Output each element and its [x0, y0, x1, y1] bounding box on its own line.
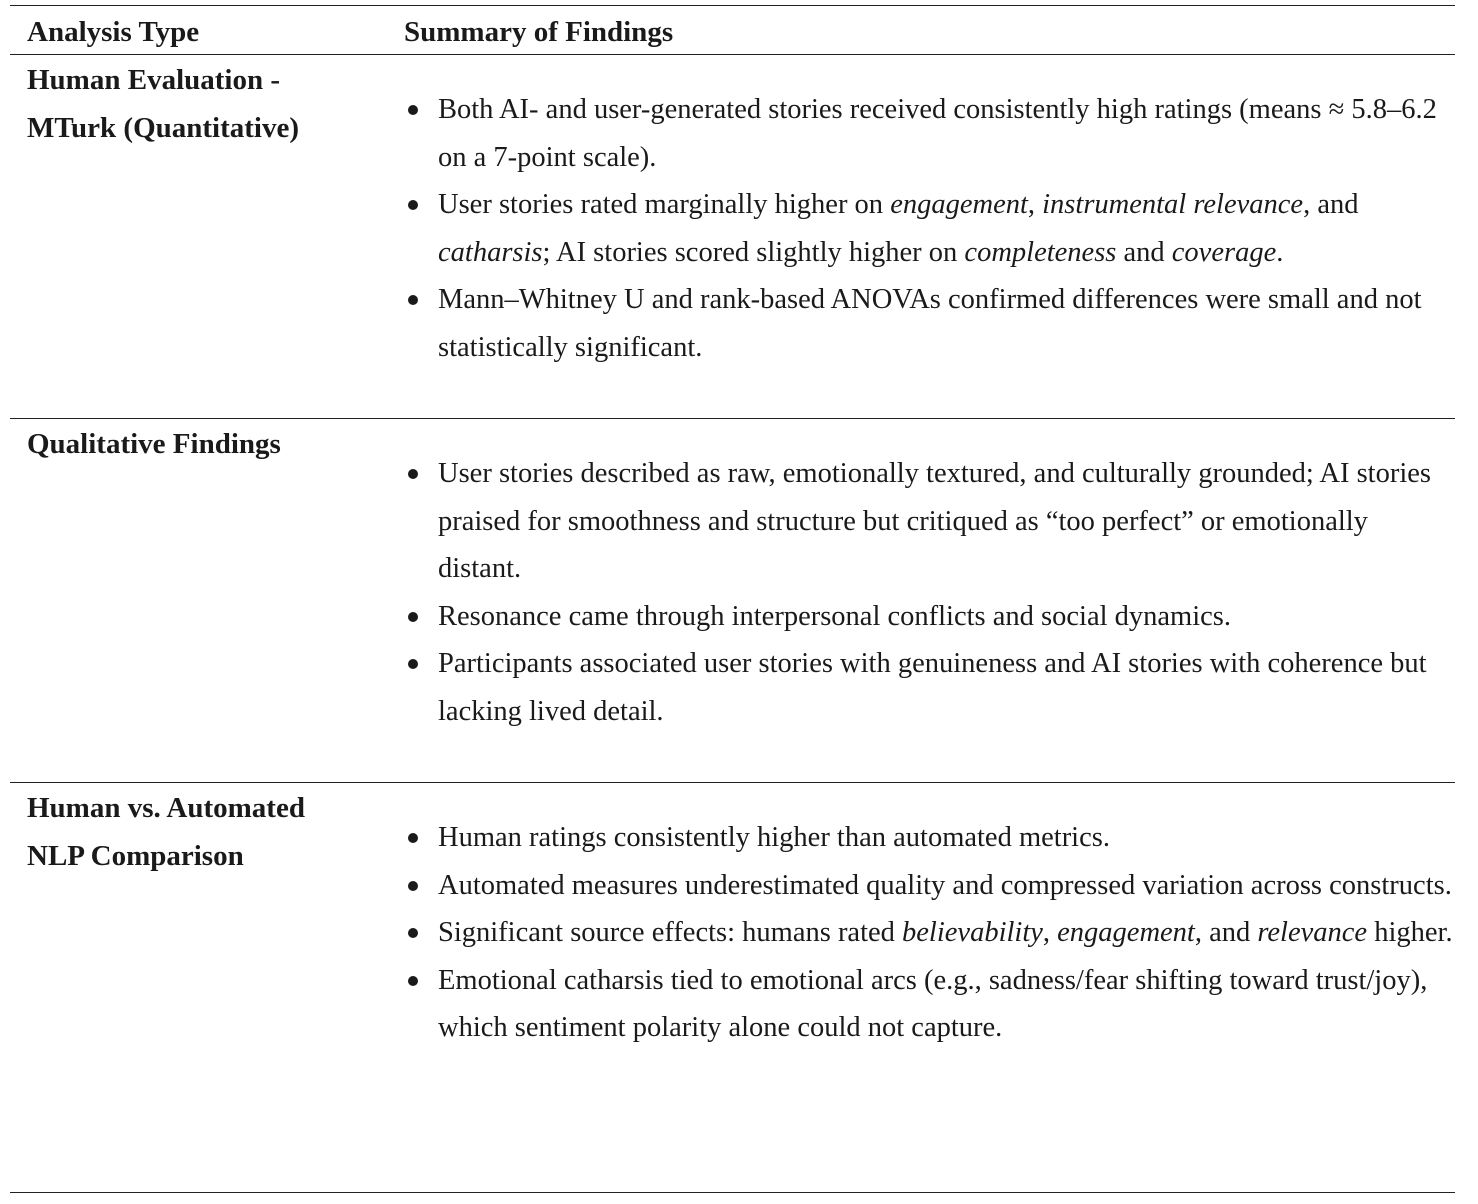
- finding-item: [404, 909, 1454, 957]
- finding-text: Mann–Whitney U and rank-based ANOVAs confirmed differences were small and not statistically significant.: [438, 284, 1422, 363]
- finding-text: User stories rated marginally higher on: [438, 189, 891, 220]
- finding-item: [404, 276, 1454, 371]
- finding-text: and: [1116, 236, 1172, 268]
- table-header-row: [10, 6, 1455, 55]
- finding-emphasis: believability: [902, 917, 1043, 948]
- finding-text: Participants associated user stories with genuineness and AI stories with coherence but lacking lived detail.: [438, 648, 1427, 727]
- bullet-dot-icon: [408, 469, 418, 479]
- finding-text: Both AI- and user-generated stories received consistently high ratings (means ≈ 5.8–6.2 on a 7-point scale).: [438, 94, 1437, 173]
- finding-text: Human ratings consistently higher than automated metrics.: [438, 822, 1110, 853]
- table-row-human-vs-automated: [10, 783, 1455, 1193]
- row-label: Human vs. Automated NLP Comparison: [27, 792, 305, 872]
- findings-list: [404, 814, 1454, 1052]
- row-label: Human Evaluation - MTurk (Quantitative): [27, 64, 300, 144]
- finding-emphasis: relevance: [1257, 917, 1368, 948]
- row-label: Qualitative Findings: [27, 428, 281, 460]
- bullet-dot-icon: [408, 200, 418, 210]
- finding-emphasis: catharsis: [438, 236, 543, 268]
- finding-text: ,: [1042, 917, 1058, 948]
- bullet-dot-icon: [408, 659, 418, 669]
- finding-text: Emotional catharsis tied to emotional arcs (e.g., sadness/fear shifting toward trust/joy), which sentiment polarity alone could not capture.: [438, 964, 1428, 1043]
- table-row-human-evaluation: [10, 55, 1455, 419]
- finding-emphasis: coverage: [1171, 236, 1277, 268]
- finding-emphasis: completeness: [964, 236, 1117, 268]
- header-analysis-type: Analysis Type: [27, 16, 200, 48]
- bullet-dot-icon: [408, 881, 418, 891]
- finding-text: , and: [1194, 917, 1258, 948]
- finding-item: [404, 450, 1454, 593]
- findings-table: [10, 5, 1455, 1193]
- finding-item: [404, 814, 1454, 862]
- bullet-dot-icon: [408, 833, 418, 843]
- finding-item: [404, 593, 1454, 641]
- finding-item: [404, 181, 1454, 276]
- finding-emphasis: engagement: [1057, 917, 1195, 948]
- finding-text: Automated measures underestimated quality and compressed variation across constructs.: [438, 869, 1452, 901]
- bullet-dot-icon: [408, 105, 418, 115]
- bullet-dot-icon: [408, 295, 418, 305]
- finding-text: Significant source effects: humans rated: [438, 917, 903, 948]
- finding-text: , and: [1303, 189, 1359, 220]
- findings-list: [404, 450, 1454, 735]
- finding-item: [404, 86, 1454, 181]
- finding-item: [404, 862, 1454, 910]
- finding-emphasis: instrumental relevance: [1042, 189, 1304, 220]
- finding-text: User stories described as raw, emotionally textured, and culturally grounded; AI stories praised for smoothness and structure but critiqued as “too perfect” or emotionally distant.: [438, 458, 1432, 584]
- table-row-qualitative-findings: [10, 419, 1455, 783]
- bullet-dot-icon: [408, 612, 418, 622]
- header-summary-of-findings: Summary of Findings: [404, 16, 674, 48]
- bullet-dot-icon: [408, 976, 418, 986]
- finding-item: [404, 640, 1454, 735]
- finding-text: higher.: [1367, 917, 1453, 948]
- bullet-dot-icon: [408, 928, 418, 938]
- findings-list: [404, 86, 1454, 371]
- finding-text: ,: [1027, 189, 1043, 220]
- finding-text: Resonance came through interpersonal conflicts and social dynamics.: [438, 600, 1231, 632]
- finding-text: ; AI stories scored slightly higher on: [542, 236, 965, 268]
- finding-item: [404, 957, 1454, 1052]
- finding-text: .: [1276, 236, 1284, 268]
- finding-emphasis: engagement: [890, 189, 1028, 220]
